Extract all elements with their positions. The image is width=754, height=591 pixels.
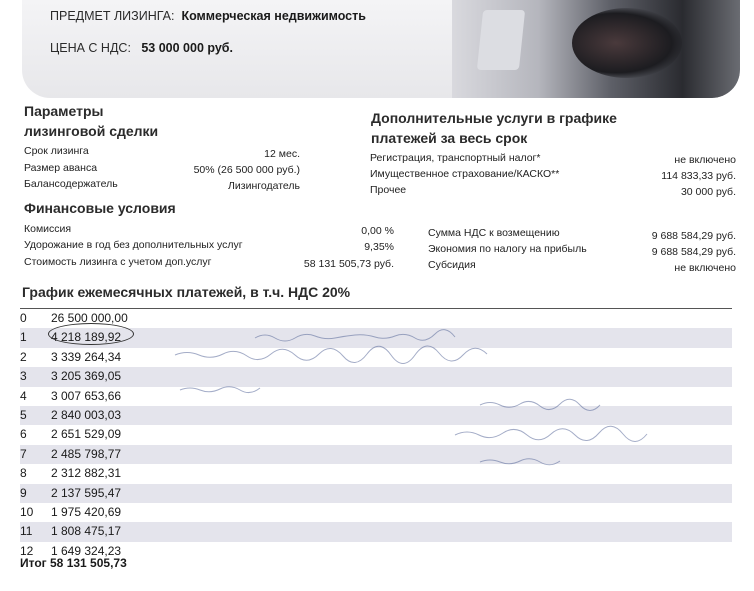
service-label: Регистрация, транспортный налог* — [370, 152, 541, 164]
payment-amount: 1 649 324,23 — [51, 543, 122, 558]
payment-number: 2 — [20, 349, 27, 364]
service-value: 30 000 руб. — [680, 186, 736, 198]
service-label: Прочее — [370, 184, 407, 196]
service-value: не включено — [674, 154, 736, 166]
param-value: Лизингодатель — [228, 180, 300, 192]
payment-amount: 3 007 653,66 — [51, 388, 122, 403]
payment-amount: 2 137 595,47 — [51, 485, 122, 500]
services-title-line1: Дополнительные услуги в графике — [371, 110, 617, 126]
finance-label: Экономия по налогу на прибыль — [428, 243, 587, 255]
finance-label: Комиссия — [24, 223, 72, 235]
payment-amount: 4 218 189,92 — [51, 330, 122, 345]
schedule-title: График ежемесячных платежей, в т.ч. НДС 20% — [22, 284, 351, 300]
finance-label: Стоимость лизинга с учетом доп.услуг — [24, 256, 212, 268]
param-label: Размер аванса — [24, 162, 98, 174]
payment-number: 12 — [20, 543, 34, 558]
payment-number: 0 — [20, 311, 27, 325]
param-label: Срок лизинга — [24, 145, 89, 157]
finance-label: Субсидия — [428, 259, 476, 271]
payment-amount: 1 808 475,17 — [51, 524, 122, 539]
finance-label: Сумма НДС к возмещению — [428, 227, 560, 239]
payment-number: 4 — [20, 388, 27, 403]
payment-number: 3 — [20, 369, 27, 384]
subject-label: ПРЕДМЕТ ЛИЗИНГА: — [50, 9, 175, 23]
params-title-line1: Параметры — [24, 103, 104, 119]
price-label: ЦЕНА С НДС: — [50, 41, 131, 55]
param-value: 12 мес. — [264, 148, 300, 160]
payment-number: 8 — [20, 466, 27, 481]
payment-amount: 2 485 798,77 — [51, 446, 122, 461]
payment-amount: 2 312 882,31 — [51, 466, 122, 481]
finance-value: 0,00 % — [361, 225, 394, 237]
payment-number: 9 — [20, 485, 27, 500]
finance-value: 9 688 584,29 руб. — [651, 230, 736, 242]
payment-number: 6 — [20, 427, 27, 442]
payment-number: 5 — [20, 407, 27, 422]
payment-number: 10 — [20, 504, 34, 519]
finance-label: Удорожание в год без дополнительных услуг — [24, 239, 243, 251]
schedule-total: Итог 58 131 505,73 — [20, 556, 127, 570]
param-value: 50% (26 500 000 руб.) — [193, 164, 300, 176]
subject-value: Коммерческая недвижимость — [181, 9, 366, 23]
finance-value: 9,35% — [364, 241, 394, 253]
payment-number: 11 — [20, 524, 33, 539]
params-title-line2: лизинговой сделки — [24, 123, 159, 139]
services-title-line2: платежей за весь срок — [371, 130, 528, 146]
finance-value: 9 688 584,29 руб. — [651, 246, 736, 258]
payment-amount: 3 339 264,34 — [51, 349, 122, 364]
payment-number: 1 — [20, 330, 27, 345]
service-value: 114 833,33 руб. — [661, 170, 736, 182]
payment-amount: 1 975 420,69 — [51, 504, 122, 519]
finance-title: Финансовые условия — [24, 200, 176, 216]
payment-amount: 26 500 000,00 — [51, 311, 128, 325]
finance-value: 58 131 505,73 руб. — [303, 258, 394, 270]
param-label: Балансодержатель — [24, 178, 118, 190]
price-value: 53 000 000 руб. — [141, 41, 233, 55]
payment-amount: 2 651 529,09 — [51, 427, 122, 442]
payment-number: 7 — [20, 446, 27, 461]
payment-amount: 3 205 369,05 — [51, 369, 122, 384]
payment-amount: 2 840 003,03 — [51, 407, 122, 422]
finance-value: не включено — [674, 262, 736, 274]
service-label: Имущественное страхование/КАСКО** — [370, 168, 560, 180]
